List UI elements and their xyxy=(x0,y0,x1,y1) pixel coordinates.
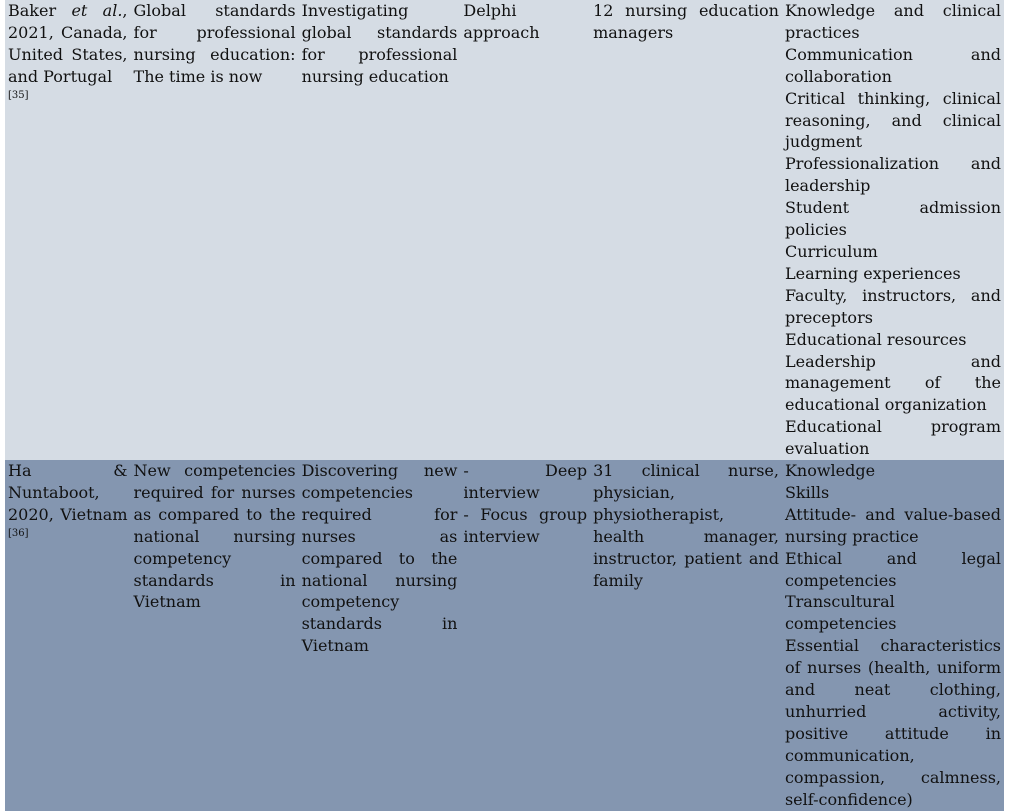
title-cell: Global standards for professional nursing education: The time is now xyxy=(131,0,299,460)
participants-cell: 12 nursing education managers xyxy=(590,0,782,460)
aim-cell: Discovering new competencies required for nurses as compared to the national nursing competency standards in Vietnam xyxy=(299,460,461,811)
finding-item: Leadership and management of the educational organization xyxy=(784,351,1001,415)
finding-item: Attitude- and value-based nursing practice xyxy=(784,504,1001,546)
aim-cell: Investigating global standards for professional nursing education xyxy=(299,0,461,460)
finding-item: Professionalization and leadership xyxy=(784,154,1001,196)
finding-item: Communication and collaboration xyxy=(784,44,1001,86)
method-item: - Focus group interview xyxy=(463,504,588,546)
finding-item: Critical thinking, clinical reasoning, and clinical judgment xyxy=(784,88,1001,152)
finding-item: Student admission policies xyxy=(784,198,1001,240)
findings-cell xyxy=(782,460,1004,811)
method-cell xyxy=(460,460,590,811)
participants-cell: 31 clinical nurse, physician, physiotherapist, health manager, instructor, patient and family xyxy=(590,460,782,811)
finding-item: Skills xyxy=(784,482,830,502)
finding-item: Educational program evaluation xyxy=(784,417,1001,459)
finding-item: Learning experiences xyxy=(784,263,961,283)
author-text: Baker et al., 2021, Canada, United States, and Portugal xyxy=(8,1,128,86)
finding-item: Transcultural competencies xyxy=(784,592,897,634)
table-row xyxy=(5,460,1004,811)
title-cell: New competencies required for nurses as compared to the national nursing competency standards in Vietnam xyxy=(131,460,299,811)
finding-item: Curriculum xyxy=(784,241,878,261)
finding-item: Faculty, instructors, and preceptors xyxy=(784,285,1001,327)
author-cell xyxy=(5,460,131,811)
finding-item: Essential characteristics of nurses (health, uniform and neat clothing, unhurried activity, positive attitude in communication, compassion, calmness, self-confidence) xyxy=(784,636,1001,809)
method-cell: Delphi approach xyxy=(460,0,590,460)
finding-item: Knowledge xyxy=(784,461,876,481)
finding-item: Knowledge and clinical practices xyxy=(784,1,1001,42)
reference-number: [36] xyxy=(8,527,29,539)
finding-item: Educational resources xyxy=(784,329,967,349)
table-row xyxy=(5,0,1004,460)
method-item: - Deep interview xyxy=(463,461,588,502)
author-cell xyxy=(5,0,131,460)
reference-number: [35] xyxy=(8,89,29,101)
author-text: Ha & Nuntaboot, 2020, Vietnam xyxy=(8,461,128,524)
finding-item: Ethical and legal competencies xyxy=(784,548,1001,590)
literature-review-table xyxy=(5,0,1004,811)
findings-cell xyxy=(782,0,1004,460)
